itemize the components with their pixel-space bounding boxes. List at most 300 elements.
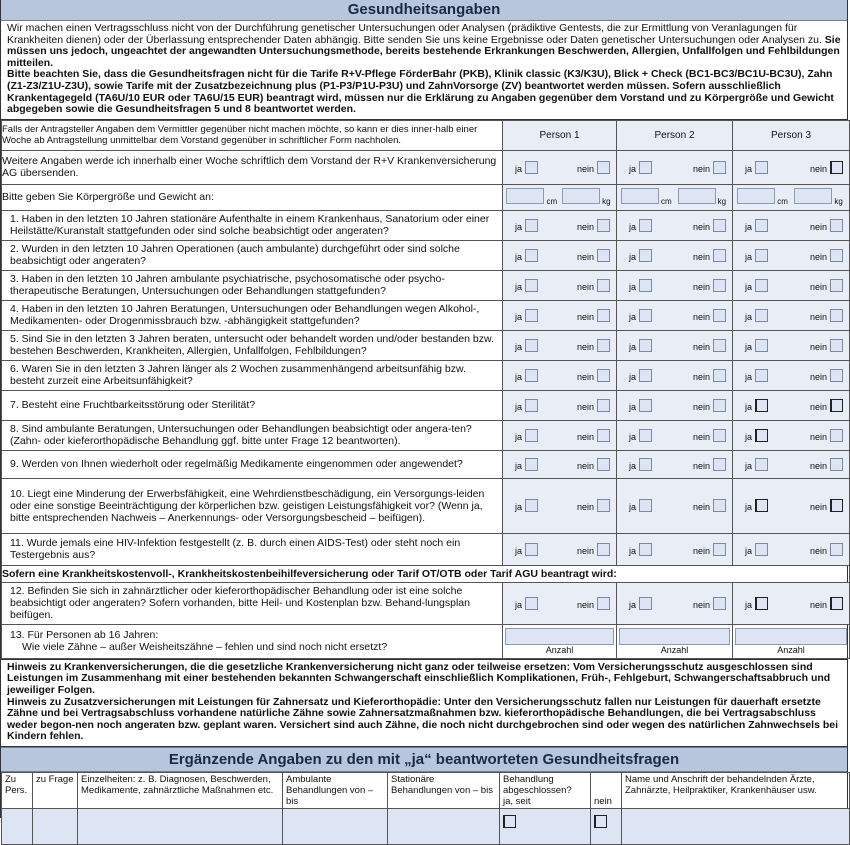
- ja-checkbox[interactable]: [639, 458, 652, 471]
- yes-no-group: [733, 161, 849, 174]
- nein-label: nein: [576, 599, 594, 610]
- person-3-answer: [733, 300, 850, 330]
- yes-no-group: [733, 458, 849, 471]
- nein-label: nein: [576, 251, 594, 262]
- question-8-label: 8. Sind ambulante Beratungen, Untersuchungen oder Behandlungen beabsichtigt oder angera-ten? (Zahn- oder kieferorthopädische Behandlung ggf. bitte unter Frage 12 beantworten).: [10, 423, 472, 448]
- person-2-answer: [617, 582, 733, 624]
- ja-checkbox[interactable]: [755, 161, 768, 174]
- nein-label: nein: [809, 371, 827, 382]
- col-name-anschrift: Name und Anschrift der behandelnden Ärzte, Zahnärzte, Heilpraktiker, Krankenhäuser usw.: [622, 772, 850, 808]
- yes-no-group: [617, 458, 732, 471]
- question-9-text: [2, 450, 503, 478]
- ja-label: ja: [629, 311, 637, 322]
- ja-label: ja: [745, 251, 753, 262]
- ja-label: ja: [629, 371, 637, 382]
- yes-no-group: [617, 429, 732, 442]
- nein-checkbox[interactable]: [597, 499, 610, 512]
- person-3-header: Person 3: [733, 120, 850, 150]
- question-13-label-2: Wie viele Zähne – außer Weisheitszähne – fehlen und sind noch nicht ersetzt?: [22, 641, 388, 654]
- nein-checkbox[interactable]: [713, 249, 726, 262]
- person-2-answer: [617, 450, 733, 478]
- section-heading: Sofern eine Krankheitskostenvoll-, Krankheitskostenbeihilfeversicherung oder Tarif OT/OTB oder Tarif AGU beantragt wird:: [2, 565, 850, 582]
- row-q2: [2, 240, 850, 270]
- row-q9: [2, 450, 850, 478]
- ja-checkbox[interactable]: [525, 249, 538, 262]
- ja-checkbox[interactable]: [525, 161, 538, 174]
- person-3-answer: [733, 420, 850, 450]
- ja-label: ja: [629, 502, 637, 513]
- ja-checkbox[interactable]: [639, 597, 652, 610]
- ja-label: ja: [515, 431, 523, 442]
- nein-checkbox[interactable]: [713, 458, 726, 471]
- nein-label: nein: [692, 311, 710, 322]
- question-10-text: [2, 478, 503, 533]
- ja-checkbox[interactable]: [639, 309, 652, 322]
- nein-checkbox[interactable]: [597, 339, 610, 352]
- ja-label: ja: [515, 341, 523, 352]
- hinweis-block: [1, 659, 847, 747]
- col-ambulant: Ambulante Behandlungen von – bis: [283, 772, 388, 808]
- person-3-answer: [733, 582, 850, 624]
- row-q12: [2, 582, 850, 624]
- weight-input[interactable]: [678, 188, 716, 204]
- person-3-answer: [733, 360, 850, 390]
- ja-checkbox[interactable]: [755, 429, 768, 442]
- ja-checkbox[interactable]: [525, 429, 538, 442]
- anzahl-label: Anzahl: [545, 645, 574, 656]
- kg-label: kg: [834, 196, 843, 206]
- person-1-measure: [503, 184, 617, 210]
- nein-checkbox[interactable]: [713, 429, 726, 442]
- nein-checkbox[interactable]: [597, 279, 610, 292]
- nein-label: nein: [809, 163, 827, 174]
- row-q11: [2, 533, 850, 565]
- ja-label: ja: [629, 341, 637, 352]
- nein-checkbox[interactable]: [830, 597, 843, 610]
- ja-checkbox[interactable]: [525, 339, 538, 352]
- question-5-label: 5. Sind Sie in den letzten 3 Jahren beraten, untersucht oder behandelt worden und/oder bestanden bzw. bestehen Beschwerden, Krankheiten, Allergien, Unfallfolgen, Fehlbildungen?: [10, 333, 494, 358]
- nein-checkbox[interactable]: [713, 219, 726, 232]
- koerper-text: Bitte geben Sie Körpergröße und Gewicht an:: [2, 184, 503, 210]
- ja-label: ja: [629, 599, 637, 610]
- nein-checkbox[interactable]: [830, 543, 843, 556]
- yes-no-group: [733, 219, 849, 232]
- input-ambulant[interactable]: [283, 808, 388, 844]
- question-10-label: 10. Liegt eine Minderung der Erwerbsfähigkeit, eine Wehrdienstbeschädigung, ein Versorgungs-leiden oder eine sonstige Beeinträchtigung der körperlichen bzw. geistigen Leistungsfähigkeit vor? (Wenn ja, bitte entsprechenden Nachweis – Anerkennungs- oder Versorgungsbescheid – beifügen).: [10, 487, 485, 524]
- person-2-answer: [617, 360, 733, 390]
- yes-no-group: [503, 339, 616, 352]
- nein-checkbox[interactable]: [597, 399, 610, 412]
- ja-checkbox[interactable]: [525, 597, 538, 610]
- nein-checkbox[interactable]: [597, 219, 610, 232]
- measure-group: [503, 188, 616, 207]
- person-1-answer: [503, 450, 617, 478]
- person-1-answer: [503, 270, 617, 300]
- hinweis-krankenversicherung: Hinweis zu Krankenversicherungen, die die gesetzliche Krankenversicherung nicht ganz oder teilweise ersetzen: Vom Versicherungsschutz ausgeschlossen sind Leistungen im Zusammenhang mit einer bestehenden bekannten Schwangerschaft einschließlich Komplikationen, Früh-, Fehlgeburt, Schwangerschaftsabbruch und jeweiliger Folgen.: [7, 660, 831, 696]
- person-3-measure: [733, 184, 850, 210]
- question-4-text: [2, 300, 503, 330]
- abgeschlossen-label: Behandlung abgeschlossen?: [503, 773, 572, 796]
- nein-checkbox[interactable]: [830, 161, 843, 174]
- ja-checkbox[interactable]: [639, 429, 652, 442]
- ja-checkbox[interactable]: [755, 279, 768, 292]
- row-q3: [2, 270, 850, 300]
- ja-checkbox[interactable]: [755, 543, 768, 556]
- yes-no-group: [617, 399, 732, 412]
- ja-label: ja: [515, 221, 523, 232]
- yes-no-group: [503, 219, 616, 232]
- yes-no-group: [503, 161, 616, 174]
- measure-group: [617, 188, 732, 207]
- yes-no-group: [733, 399, 849, 412]
- yes-no-group: [503, 369, 616, 382]
- ja-label: ja: [515, 460, 523, 471]
- yes-no-group: [617, 339, 732, 352]
- questions-table: [1, 120, 850, 659]
- yes-no-group: [617, 161, 732, 174]
- nein-checkbox[interactable]: [830, 219, 843, 232]
- question-11-text: [2, 533, 503, 565]
- yes-no-group: [617, 543, 732, 556]
- cm-label: cm: [777, 196, 788, 206]
- nein-checkbox[interactable]: [597, 249, 610, 262]
- ja-checkbox[interactable]: [639, 279, 652, 292]
- ja-checkbox[interactable]: [639, 219, 652, 232]
- nein-label: nein: [692, 502, 710, 513]
- nein-checkbox[interactable]: [713, 161, 726, 174]
- weitere-angaben-text: Weitere Angaben werde ich innerhalb einer Woche schriftlich dem Vorstand der R+V Krankenversicherung AG übersenden.: [2, 150, 503, 184]
- nein-label: nein: [809, 502, 827, 513]
- person-1-answer: [503, 150, 617, 184]
- row-q6: [2, 360, 850, 390]
- yes-no-group: [733, 249, 849, 262]
- ja-label: ja: [515, 545, 523, 556]
- yes-no-group: [617, 369, 732, 382]
- input-zu-person[interactable]: [2, 808, 33, 844]
- ja-checkbox[interactable]: [639, 369, 652, 382]
- ja-checkbox[interactable]: [755, 249, 768, 262]
- ja-checkbox[interactable]: [639, 399, 652, 412]
- person-2-answer: [617, 390, 733, 420]
- ja-label: ja: [745, 341, 753, 352]
- height-input[interactable]: [737, 188, 775, 204]
- yes-no-group: [503, 597, 616, 610]
- weight-input[interactable]: [794, 188, 832, 204]
- ja-label: ja: [745, 163, 753, 174]
- ja-checkbox[interactable]: [755, 309, 768, 322]
- question-6-label: 6. Waren Sie in den letzten 3 Jahren länger als 2 Wochen zusammenhängend arbeitsunfähig bzw. besteht zurzeit eine Arbeitsunfähigkeit?: [10, 363, 466, 388]
- nein-label: nein: [809, 431, 827, 442]
- ja-checkbox[interactable]: [525, 219, 538, 232]
- ja-checkbox[interactable]: [525, 543, 538, 556]
- ja-checkbox[interactable]: [639, 499, 652, 512]
- row-q7: [2, 390, 850, 420]
- intro-paragraph-2: Bitte beachten Sie, dass die Gesundheitsfragen nicht für die Tarife R+V-Pflege FörderBahr (PKB), Klinik classic (K3/K3U), Blick + Check (BC1-BC3/BC1U-BC3U), Zahn (Z1-Z3/Z1U-Z3U), sowie Tarife mit der Zusatzbezeichnung plus (P1-P3/P1U-P3U) und ZahnVorsorge (ZV) beantwortet werden müssen. Sofern ausschließlich Krankentagegeld (TA6U/10 EUR oder TA6U/15 EUR) beantragt wird, müssen nur die Erklärung zu Angaben gegenüber dem Vorstand und zu Körpergröße und Gewicht abgegeben sowie die Gesundheitsfragen 5 und 8 beantwortet werden.: [7, 68, 834, 116]
- ja-label: ja: [629, 251, 637, 262]
- person-1-answer: [503, 533, 617, 565]
- ja-checkbox[interactable]: [755, 369, 768, 382]
- nein-label: nein: [809, 401, 827, 412]
- ja-label: ja: [515, 311, 523, 322]
- ja-label: ja: [745, 401, 753, 412]
- nein-label: nein: [576, 341, 594, 352]
- abgeschlossen-ja-checkbox[interactable]: [503, 815, 516, 828]
- ja-checkbox[interactable]: [639, 543, 652, 556]
- ja-label: ja: [745, 502, 753, 513]
- question-1-label: 1. Haben in den letzten 10 Jahren stationäre Aufenthalte in einem Krankenhaus, Sanatorium oder einer Heilstätte/Kuranstalt stattgefunden oder sind solche beabsichtigt oder angeraten?: [10, 213, 490, 238]
- nein-checkbox[interactable]: [830, 249, 843, 262]
- person-2-header: Person 2: [617, 120, 733, 150]
- anzahl-input[interactable]: [505, 628, 613, 645]
- question-9-label: 9. Werden von Ihnen wiederholt oder regelmäßig Medikamente eingenommen oder angewendet?: [10, 458, 463, 471]
- yes-no-group: [733, 499, 849, 512]
- nein-checkbox[interactable]: [597, 369, 610, 382]
- question-11-label: 11. Wurde jemals eine HIV-Infektion festgestellt (z. B. durch einen AIDS-Test) oder steht noch ein Testergebnis aus?: [10, 537, 461, 562]
- nein-label: nein: [576, 545, 594, 556]
- nein-cell: [591, 808, 622, 844]
- person-1-answer: [503, 240, 617, 270]
- ja-label: ja: [515, 281, 523, 292]
- person-2-anzahl: [617, 624, 733, 658]
- nein-label: nein: [809, 281, 827, 292]
- input-einzelheiten[interactable]: [78, 808, 283, 844]
- ja-checkbox[interactable]: [755, 219, 768, 232]
- nein-checkbox[interactable]: [713, 597, 726, 610]
- input-name-anschrift[interactable]: [622, 808, 850, 844]
- abgeschlossen-nein-checkbox[interactable]: [594, 815, 607, 828]
- ja-label: ja: [515, 599, 523, 610]
- ja-checkbox[interactable]: [755, 597, 768, 610]
- nein-label: nein: [692, 341, 710, 352]
- intro-text: [1, 21, 847, 120]
- col-zu-person: Zu Pers.: [2, 772, 33, 808]
- ergaenzende-table: [1, 772, 850, 845]
- ja-checkbox[interactable]: [639, 249, 652, 262]
- question-2-label: 2. Wurden in den letzten 10 Jahren Operationen (auch ambulante) durchgeführt oder sind solche beabsichtigt oder angeraten?: [10, 243, 460, 268]
- row-q8: [2, 420, 850, 450]
- ja-checkbox[interactable]: [755, 458, 768, 471]
- question-2-text: [2, 240, 503, 270]
- yes-no-group: [733, 429, 849, 442]
- yes-no-group: [617, 219, 732, 232]
- nein-checkbox[interactable]: [830, 309, 843, 322]
- question-4-label: 4. Haben in den letzten 10 Jahren Beratungen, Untersuchungen oder Behandlungen wegen Alkohol-, Medikamenten- oder Drogenmissbrauch bzw. -abhängigkeit stattgefunden?: [10, 303, 480, 328]
- nein-checkbox[interactable]: [597, 161, 610, 174]
- anzahl-input[interactable]: [619, 628, 729, 645]
- question-6-text: [2, 360, 503, 390]
- question-12-label: 12. Befinden Sie sich in zahnärztlicher oder kieferorthopädischer Behandlung oder ist eine solche beabsichtigt oder angeraten? Sofern vorhanden, bitte Heil- und Kostenplan bzw. Behand-lungsplan beifügen.: [10, 585, 470, 622]
- person-3-answer: [733, 240, 850, 270]
- ja-label: ja: [745, 460, 753, 471]
- ja-label: ja: [629, 431, 637, 442]
- nein-checkbox[interactable]: [597, 597, 610, 610]
- person-1-answer: [503, 478, 617, 533]
- person-2-answer: [617, 533, 733, 565]
- ja-checkbox[interactable]: [525, 279, 538, 292]
- question-7-label: 7. Besteht eine Fruchtbarkeitsstörung oder Sterilität?: [10, 399, 256, 412]
- ja-checkbox[interactable]: [639, 339, 652, 352]
- yes-no-group: [733, 597, 849, 610]
- nein-label: nein: [692, 401, 710, 412]
- nein-checkbox[interactable]: [713, 339, 726, 352]
- header-note: Falls der Antragsteller Angaben dem Vermittler gegenüber nicht machen möchte, so kann er dies inner-halb einer Woche ab Antragstellung unmittelbar dem Vorstand gegenüber in schriftlicher Form nachholen.: [2, 120, 503, 150]
- person-2-answer: [617, 300, 733, 330]
- height-input[interactable]: [506, 188, 544, 204]
- nein-label: nein: [809, 599, 827, 610]
- yes-no-group: [503, 499, 616, 512]
- input-stationaer[interactable]: [388, 808, 500, 844]
- nein-checkbox[interactable]: [597, 429, 610, 442]
- input-zu-frage[interactable]: [33, 808, 78, 844]
- ergaenzende-title: Ergänzende Angaben zu den mit „ja“ beantworteten Gesundheitsfragen: [1, 747, 847, 772]
- nein-label: nein: [692, 163, 710, 174]
- nein-label: nein: [809, 545, 827, 556]
- nein-label: nein: [809, 460, 827, 471]
- form-title: Gesundheitsangaben: [1, 0, 847, 21]
- ergaenzende-header-row: [2, 772, 850, 808]
- nein-label: nein: [692, 251, 710, 262]
- person-3-anzahl: [733, 624, 850, 658]
- ja-label: ja: [515, 251, 523, 262]
- nein-checkbox[interactable]: [830, 429, 843, 442]
- anzahl-input[interactable]: [735, 628, 846, 645]
- intro-paragraph-1: Wir machen einen Vertragsschluss nicht von der Durchführung genetischer Untersuchungen oder Analysen (prädiktive Gentests, die zur Ermittlung von Veranlagungen für Krankheiten dienen) oder der Überlassung entsprechender Daten abhängig. Bitte senden Sie uns keine Ergebnisse oder Daten genetischer Untersuchungen oder Analysen zu.: [7, 22, 822, 46]
- ja-label: ja: [745, 599, 753, 610]
- ja-label: ja: [515, 163, 523, 174]
- question-3-label: 3. Haben in den letzten 10 Jahren ambulante psychiatrische, psychosomatische oder psycho-therapeutische Beratungen, Untersuchungen oder Behandlungen stattgefunden?: [10, 273, 445, 298]
- nein-checkbox[interactable]: [713, 499, 726, 512]
- person-3-answer: [733, 390, 850, 420]
- anzahl-label: Anzahl: [777, 645, 805, 656]
- ja-seit-label: ja, seit: [503, 795, 531, 807]
- question-3-text: [2, 270, 503, 300]
- person-1-answer: [503, 360, 617, 390]
- yes-no-group: [617, 499, 732, 512]
- person-1-answer: [503, 330, 617, 360]
- nein-label: nein: [576, 371, 594, 382]
- person-3-answer: [733, 150, 850, 184]
- ja-label: ja: [629, 221, 637, 232]
- person-2-answer: [617, 210, 733, 240]
- person-3-answer: [733, 478, 850, 533]
- ja-label: ja: [745, 545, 753, 556]
- nein-label: nein: [576, 281, 594, 292]
- ja-label: ja: [515, 502, 523, 513]
- nein-checkbox[interactable]: [830, 369, 843, 382]
- yes-no-group: [503, 279, 616, 292]
- nein-label: nein: [809, 311, 827, 322]
- ja-checkbox[interactable]: [525, 399, 538, 412]
- row-q4: [2, 300, 850, 330]
- person-2-answer: [617, 330, 733, 360]
- yes-no-group: [503, 249, 616, 262]
- col-abgeschlossen: [500, 772, 591, 808]
- nein-label: nein: [692, 431, 710, 442]
- nein-checkbox[interactable]: [830, 499, 843, 512]
- nein-checkbox[interactable]: [713, 279, 726, 292]
- nein-checkbox[interactable]: [597, 309, 610, 322]
- nein-label: nein: [692, 371, 710, 382]
- row-q10: [2, 478, 850, 533]
- hinweis-zusatzversicherung: Hinweis zu Zusatzversicherungen mit Leistungen für Zahnersatz und Kieferorthopädie: Unter den Versicherungsschutz fallen nur Leistungen für dauerhaft ersetzte Zähne und bei Vertragsabschluss vorhandene natürliche Zähne sowie Zahnersatzmaßnahmen bzw. kieferorthopädische Behandlungen, die bei Vertragsabschluss weder begon-nen noch angeraten bzw. geplant waren. Versichert sind auch Zähne, die noch nicht durchgebrochen sind oder wegen des natürlichen Zahnwechsels bei Kindern fehlen.: [7, 695, 839, 743]
- yes-no-group: [617, 597, 732, 610]
- nein-checkbox[interactable]: [830, 399, 843, 412]
- person-2-answer: [617, 240, 733, 270]
- ja-label: ja: [629, 460, 637, 471]
- ja-label: ja: [745, 281, 753, 292]
- person-1-answer: [503, 582, 617, 624]
- nein-checkbox[interactable]: [830, 339, 843, 352]
- nein-label: nein: [692, 545, 710, 556]
- nein-label: nein: [576, 163, 594, 174]
- nein-checkbox[interactable]: [830, 279, 843, 292]
- ja-label: ja: [629, 401, 637, 412]
- person-1-answer: [503, 420, 617, 450]
- nein-checkbox[interactable]: [713, 399, 726, 412]
- question-7-text: [2, 390, 503, 420]
- ja-checkbox[interactable]: [525, 369, 538, 382]
- person-2-answer: [617, 478, 733, 533]
- question-13-label-1: 13. Für Personen ab 16 Jahren:: [10, 629, 159, 642]
- person-3-answer: [733, 330, 850, 360]
- ja-label: ja: [629, 163, 637, 174]
- ergaenzende-input-row: [2, 808, 850, 844]
- nein-checkbox[interactable]: [713, 369, 726, 382]
- ja-checkbox[interactable]: [755, 499, 768, 512]
- nein-checkbox[interactable]: [597, 458, 610, 471]
- yes-no-group: [617, 249, 732, 262]
- question-5-text: [2, 330, 503, 360]
- cm-label: cm: [546, 196, 558, 206]
- question-12-text: [2, 582, 503, 624]
- nein-label: nein: [692, 281, 710, 292]
- row-koerper: [2, 184, 850, 210]
- nein-checkbox[interactable]: [713, 309, 726, 322]
- person-1-answer: [503, 390, 617, 420]
- weight-input[interactable]: [562, 188, 600, 204]
- height-input[interactable]: [621, 188, 659, 204]
- measure-group: [733, 188, 849, 207]
- table-header-row: [2, 120, 850, 150]
- nein-checkbox[interactable]: [597, 543, 610, 556]
- nein-label: nein: [576, 401, 594, 412]
- nein-checkbox[interactable]: [830, 458, 843, 471]
- yes-no-group: [617, 309, 732, 322]
- row-section: [2, 565, 850, 582]
- ja-checkbox[interactable]: [525, 499, 538, 512]
- ja-checkbox[interactable]: [639, 161, 652, 174]
- abgeschlossen-cell: [500, 808, 591, 844]
- ja-label: ja: [745, 221, 753, 232]
- row-q13: [2, 624, 850, 658]
- nein-checkbox[interactable]: [713, 543, 726, 556]
- ja-checkbox[interactable]: [525, 309, 538, 322]
- yes-no-group: [503, 458, 616, 471]
- cm-label: cm: [660, 196, 672, 206]
- yes-no-group: [503, 309, 616, 322]
- ja-checkbox[interactable]: [755, 399, 768, 412]
- question-13-text: [2, 624, 503, 658]
- person-2-answer: [617, 420, 733, 450]
- person-3-answer: [733, 270, 850, 300]
- ja-checkbox[interactable]: [755, 339, 768, 352]
- ja-checkbox[interactable]: [525, 458, 538, 471]
- ja-label: ja: [745, 431, 753, 442]
- person-2-measure: [617, 184, 733, 210]
- nein-label: nein: [809, 341, 827, 352]
- col-stationaer: Stationäre Behandlungen von – bis: [388, 772, 500, 808]
- ja-label: ja: [515, 371, 523, 382]
